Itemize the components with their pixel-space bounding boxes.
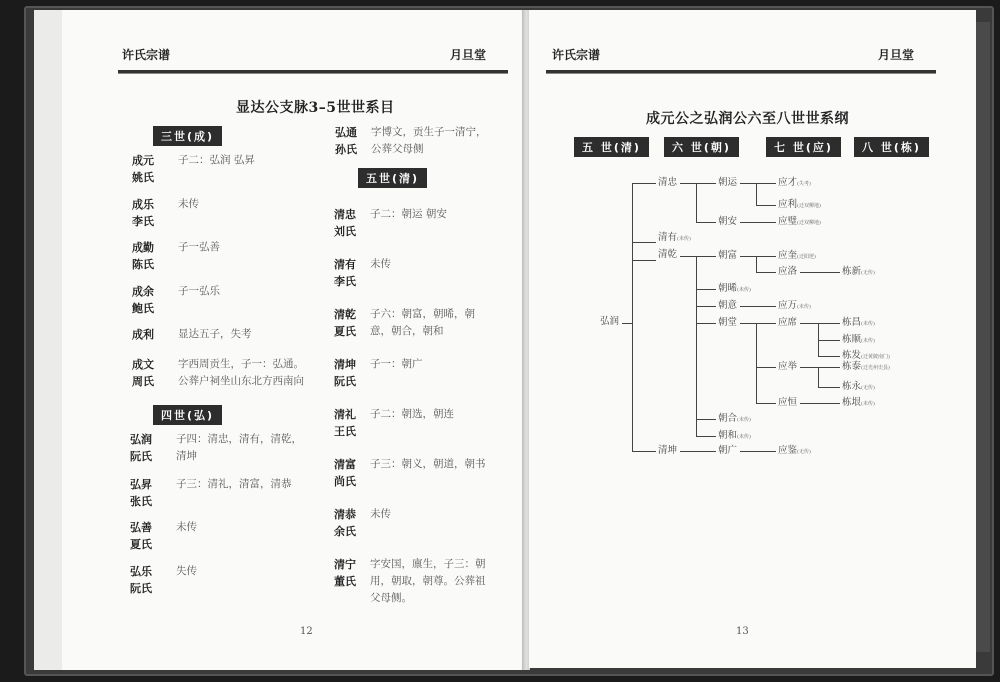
tree-line: [632, 260, 656, 261]
tree-node-gen6: 朝堂: [718, 317, 738, 328]
tree-node-gen5: 清忠: [658, 177, 678, 188]
entry-desc: 子一：朝广: [370, 358, 423, 370]
entry-desc: 子一弘乐: [178, 285, 220, 297]
entry-desc: 失传: [176, 565, 197, 577]
entry-name: 弘善 夏氏: [130, 521, 152, 551]
tree-node-gen8: 栋发(迁黄陂南门): [842, 350, 890, 361]
entry-name: 清坤 阮氏: [334, 358, 356, 388]
tree-line: [756, 205, 776, 206]
tree-line: [740, 323, 776, 324]
tree-line: [818, 387, 840, 388]
entry-name: 弘润 阮氏: [130, 433, 152, 463]
tree-line: [696, 306, 716, 307]
tree-node-gen7: 应利(迁双柳地): [778, 199, 821, 210]
tree-node-gen8: 栋顺(未传): [842, 334, 875, 345]
tree-line: [756, 256, 757, 272]
entry-desc: 显达五子，失考: [178, 328, 252, 340]
tree-line: [696, 183, 697, 222]
entry-desc: 子二：朝运 朝安: [370, 208, 447, 220]
section-badge-gen3: 三世(成): [153, 126, 222, 146]
tree-node-gen6: 朝晞(未传): [718, 283, 751, 294]
entry-name: 弘通 孙氏: [335, 126, 357, 156]
tree-line: [680, 256, 716, 257]
entry-name: 清富 尚氏: [334, 458, 356, 488]
entry-desc: 未传: [178, 198, 199, 210]
tree-line: [740, 451, 776, 452]
entry-desc: 子一弘善: [178, 241, 220, 253]
tree-line: [818, 356, 840, 357]
tree-node-gen5: 清有(未传): [658, 232, 691, 243]
right-header-rule: [546, 70, 936, 74]
tree-node-root: 弘润: [600, 316, 620, 327]
right-header-hall: 月旦堂: [878, 48, 915, 62]
gen-badge-5: 五 世(清): [574, 137, 649, 157]
tree-node-gen5: 清坤: [658, 445, 678, 456]
entry-desc: 子六：朝富，朝晞，朝意，朝合，朝和: [370, 308, 475, 337]
tree-node-gen6: 朝和(未传): [718, 430, 751, 441]
entry-name: 清有 李氏: [334, 258, 356, 288]
tree-line: [632, 242, 656, 243]
entry-desc: 子四：清忠，清有，清乾，清坤: [176, 433, 302, 462]
tree-node-gen7: 应万(未传): [778, 300, 811, 311]
tree-line: [756, 183, 757, 205]
tree-line: [800, 323, 840, 324]
cover-edge: [976, 22, 990, 652]
tree-node-gen8: 栋泰(迁光州史县): [842, 361, 890, 372]
tree-line: [696, 419, 716, 420]
tree-line: [632, 183, 656, 184]
entry-desc: 子二：弘润 弘昇: [178, 154, 255, 166]
tree-node-gen7: 应才(失考): [778, 177, 811, 188]
tree-line: [696, 323, 716, 324]
left-page-title: 显达公支脉3–5世世系目: [236, 100, 395, 116]
entry-desc: 字西周贡生，子一：弘通。公葬户祠坐山东北方西南向: [178, 358, 304, 387]
tree-node-gen8: 栋永(无传): [842, 381, 875, 392]
entry-name: 成余 鲍氏: [132, 285, 154, 315]
tree-line: [696, 436, 716, 437]
tree-node-gen6: 朝安: [718, 216, 738, 227]
entry-desc: 未传: [370, 508, 391, 520]
tree-line: [740, 306, 776, 307]
tree-node-gen8: 栋新(无传): [842, 266, 875, 277]
tree-line: [696, 289, 716, 290]
tree-line: [818, 340, 840, 341]
tree-node-gen8: 栋昌(未传): [842, 317, 875, 328]
entry-name: 清乾 夏氏: [334, 308, 356, 338]
entry-desc: 子二：朝选，朝连: [370, 408, 454, 420]
tree-line: [696, 256, 697, 436]
tree-line: [696, 222, 716, 223]
tree-line: [740, 183, 776, 184]
tree-node-gen7: 应恒: [778, 397, 798, 408]
tree-line: [800, 367, 840, 368]
tree-node-gen6: 朝意: [718, 300, 738, 311]
gen-badge-7: 七 世(应): [766, 137, 841, 157]
tree-line: [632, 183, 633, 451]
left-header-title: 许氏宗谱: [122, 48, 171, 62]
tree-line: [756, 367, 776, 368]
tree-line: [756, 272, 776, 273]
entry-name: 成乐 李氏: [132, 198, 154, 228]
entry-name: 成利: [132, 328, 154, 341]
entry-desc: 未传: [370, 258, 391, 270]
entry-desc: 子三：朝义，朝道，朝书: [370, 458, 486, 470]
tree-node-gen6: 朝合(未传): [718, 413, 751, 424]
tree-line: [818, 367, 819, 387]
tree-line: [680, 183, 716, 184]
tree-line: [800, 272, 840, 273]
entry-name: 成元 姚氏: [132, 154, 154, 184]
tree-node-gen7: 应奎(迁阳逻): [778, 250, 816, 261]
entry-name: 弘乐 阮氏: [130, 565, 152, 595]
entry-name: 成勤 陈氏: [132, 241, 154, 271]
tree-node-gen6: 朝广: [718, 445, 738, 456]
tree-node-gen7: 应洛: [778, 266, 798, 277]
tree-line: [632, 451, 656, 452]
tree-line: [740, 256, 776, 257]
left-header-hall: 月旦堂: [450, 48, 487, 62]
entry-name: 清礼 王氏: [334, 408, 356, 438]
entry-name: 清宁 董氏: [334, 558, 356, 588]
tree-node-gen7: 应席: [778, 317, 798, 328]
right-header-title: 许氏宗谱: [552, 48, 601, 62]
left-header-rule: [118, 70, 508, 74]
tree-line: [800, 403, 840, 404]
gen-badge-8: 八 世(栋): [854, 137, 929, 157]
entry-desc: 字安国，廪生，子三：朝用，朝取，朝尊。公葬祖父母侧。: [370, 558, 486, 604]
tree-node-gen8: 栋垠(未传): [842, 397, 875, 408]
tree-node-gen5: 清乾: [658, 249, 678, 260]
tree-line: [756, 403, 776, 404]
entry-desc: 未传: [176, 521, 197, 533]
tree-line: [756, 323, 757, 403]
tree-node-gen6: 朝运: [718, 177, 738, 188]
tree-node-gen6: 朝富: [718, 250, 738, 261]
entry-desc: 字博文，贡生子一清宁，公葬父母侧: [371, 126, 487, 155]
entry-name: 清恭 余氏: [334, 508, 356, 538]
right-page-title: 成元公之弘润公六至八世世系纲: [646, 111, 849, 127]
tree-line: [740, 222, 776, 223]
gen-badge-6: 六 世(朝): [664, 137, 739, 157]
section-badge-gen5: 五世(清): [358, 168, 427, 188]
tree-node-gen7: 应鉴(无传): [778, 445, 811, 456]
entry-name: 清忠 刘氏: [334, 208, 356, 238]
tree-line: [622, 323, 632, 324]
page-number-right: 13: [736, 626, 749, 637]
page-number-left: 12: [300, 626, 313, 637]
entry-desc: 子三：清礼，清富，清恭: [176, 478, 292, 490]
entry-name: 成文 周氏: [132, 358, 154, 388]
tree-line: [680, 451, 716, 452]
tree-node-gen7: 应璧(迁双柳地): [778, 216, 821, 227]
tree-node-gen7: 应举: [778, 361, 798, 372]
entry-name: 弘昇 张氏: [130, 478, 152, 508]
section-badge-gen4: 四世(弘): [153, 405, 222, 425]
